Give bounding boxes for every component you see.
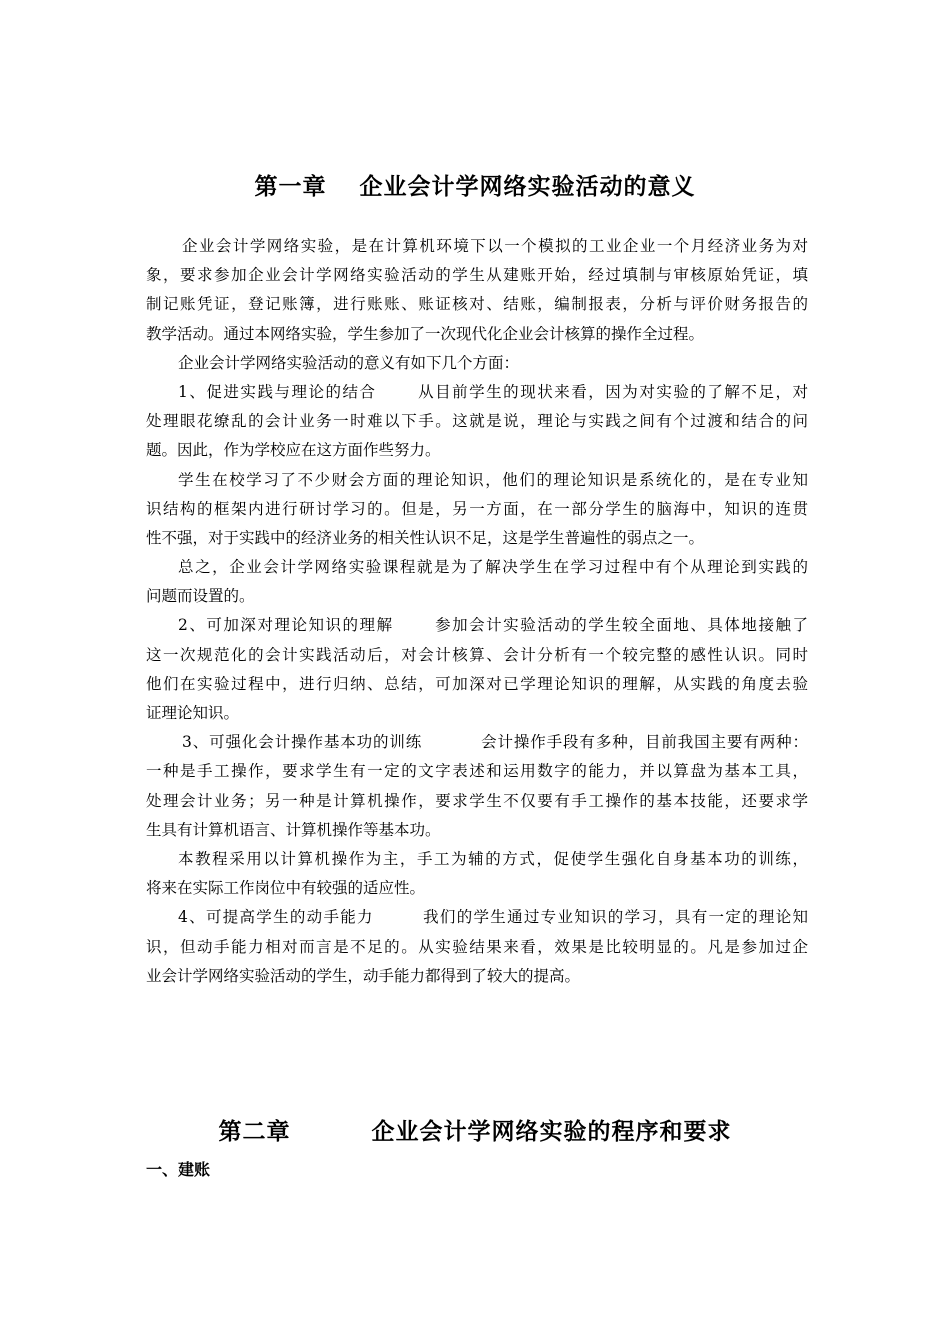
chapter-1-title: 第一章 企业会计学网络实验活动的意义 <box>254 174 696 200</box>
paragraph-line: 处理眼花缭乱的会计业务一时难以下手。这就是说，理论与实践之间有个过渡和结合的问 <box>146 412 808 431</box>
item-3-text: 会计操作手段有多种，目前我国主要有两种： <box>480 733 808 752</box>
paragraph-line: 业会计学网络实验活动的学生，动手能力都得到了较大的提高。 <box>146 966 581 985</box>
paragraph-line: 教学活动。通过本网络实验，学生参加了一次现代化企业会计核算的操作全过程。 <box>146 324 705 343</box>
paragraph-line: 制记账凭证，登记账簿，进行账账、账证核对、结账，编制报表，分析与评价财务报告的 <box>146 295 808 314</box>
paragraph-line: 总之，企业会计学网络实验课程就是为了解决学生在学习过程中有个从理论到实践的 <box>178 558 808 577</box>
item-2-text: 参加会计实验活动的学生较全面地、具体地接触了 <box>433 616 808 635</box>
item-3-first-line <box>146 728 808 757</box>
paragraph-line: 本教程采用以计算机操作为主，手工为辅的方式，促使学生强化自身基本功的训练， <box>178 849 808 868</box>
paragraph-line: 将来在实际工作岗位中有较强的适应性。 <box>146 879 426 898</box>
item-4-text: 我们的学生通过专业知识的学习，具有一定的理论知 <box>421 908 808 927</box>
item-2-first-line <box>146 611 808 640</box>
item-1-first-line <box>146 378 808 407</box>
paragraph-line: 象，要求参加企业会计学网络实验活动的学生从建账开始，经过填制与审核原始凭证，填 <box>146 266 808 285</box>
chapter-1-body <box>146 232 808 991</box>
paragraph-line: 识，但动手能力相对而言是不足的。从实验结果来看，效果是比较明显的。凡是参加过企 <box>146 937 808 956</box>
paragraph-line: 题。因此，作为学校应在这方面作些努力。 <box>146 441 441 460</box>
item-1-heading: 1、促进实践与理论的结合 <box>178 382 377 401</box>
chapter-2-title: 第二章 企业会计学网络实验的程序和要求 <box>218 1119 732 1145</box>
paragraph-line: 处理会计业务；另一种是计算机操作，要求学生不仅要有手工操作的基本技能，还要求学 <box>146 791 808 810</box>
item-4-heading: 4、可提高学生的动手能力 <box>178 908 374 927</box>
item-2-heading: 2、可加深对理论知识的理解 <box>178 616 394 635</box>
paragraph-line: 问题而设置的。 <box>146 587 255 606</box>
item-4-first-line <box>146 903 808 932</box>
paragraph-line: 这一次规范化的会计实践活动后，对会计核算、会计分析有一个较完整的感性认识。同时 <box>146 645 808 664</box>
paragraph-line: 企业会计学网络实验活动的意义有如下几个方面： <box>178 353 520 372</box>
paragraph-line: 性不强，对于实践中的经济业务的相关性认识不足，这是学生普遍性的弱点之一。 <box>146 528 705 547</box>
item-1-text: 从目前学生的现状来看，因为对实验的了解不足，对 <box>416 382 808 401</box>
paragraph-line: 证理论知识。 <box>146 704 240 722</box>
paragraph-line: 生具有计算机语言、计算机操作等基本功。 <box>146 820 441 839</box>
paragraph-line: 一种是手工操作，要求学生有一定的文字表述和运用数字的能力，并以算盘为基本工具， <box>146 762 808 781</box>
paragraph-line: 企业会计学网络实验，是在计算机环境下以一个模拟的工业企业一个月经济业务为对 <box>182 237 808 255</box>
paragraph-line: 识结构的框架内进行研讨学习的。但是，另一方面，在一部分学生的脑海中，知识的连贯 <box>146 499 808 518</box>
item-3-heading: 3、可强化会计操作基本功的训练 <box>182 733 423 752</box>
paragraph-line: 学生在校学习了不少财会方面的理论知识，他们的理论知识是系统化的，是在专业知 <box>178 470 808 489</box>
paragraph-line: 他们在实验过程中，进行归纳、总结，可加深对已学理论知识的理解，从实践的角度去验 <box>146 674 808 693</box>
section-1-heading: 一、建账 <box>146 1160 211 1179</box>
